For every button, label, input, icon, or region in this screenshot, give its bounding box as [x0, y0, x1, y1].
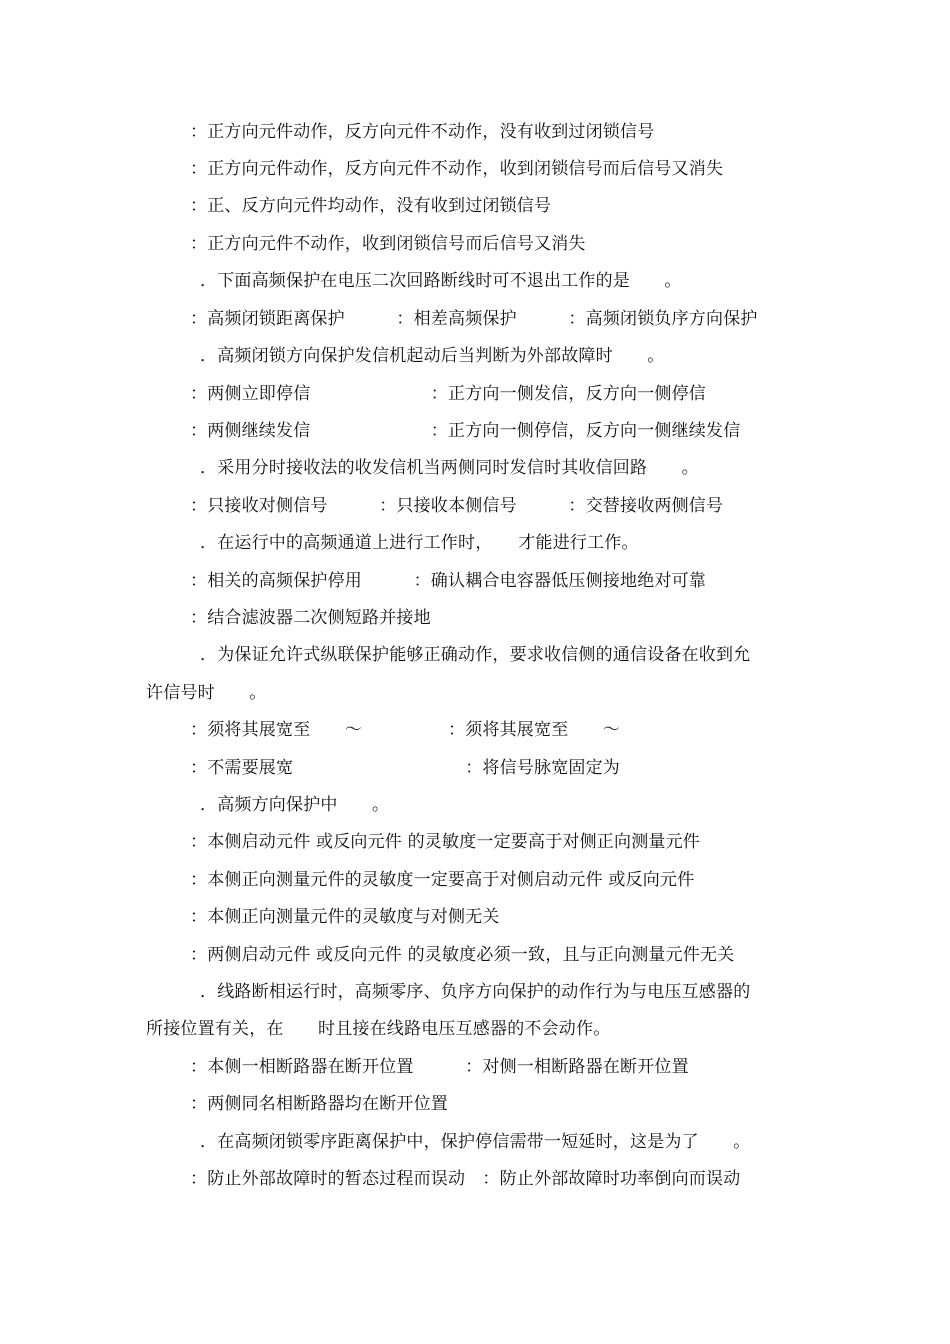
option-line: ：两侧继续发信 ：正方向一侧停信，反方向一侧继续发信: [190, 421, 741, 441]
option-line: ：正方向元件不动作，收到闭锁信号而后信号又消失: [190, 234, 586, 254]
option-line: ：结合滤波器二次侧短路并接地: [190, 608, 431, 628]
question-line: ．在高频闭锁零序距离保护中，保护停信需带一短延时，这是为了 。: [200, 1132, 751, 1152]
option-line: ：防止外部故障时的暂态过程而误动 ：防止外部故障时功率倒向而误动: [190, 1169, 741, 1189]
option-line: ：相关的高频保护停用 ：确认耦合电容器低压侧接地绝对可靠: [190, 571, 706, 591]
option-line: ：本侧正向测量元件的灵敏度与对侧无关: [190, 907, 500, 927]
question-line: ．高频闭锁方向保护发信机起动后当判断为外部故障时 。: [200, 346, 665, 366]
question-line: ．采用分时接收法的收发信机当两侧同时发信时其收信回路 。: [200, 458, 699, 478]
question-line: ．高频方向保护中 。: [200, 795, 390, 815]
option-line: ：两侧同名相断路器均在断开位置: [190, 1094, 448, 1114]
option-line: ：本侧正向测量元件的灵敏度一定要高于对侧启动元件 或反向元件: [190, 870, 695, 890]
question-line-continued: 许信号时 。: [146, 683, 267, 703]
option-line: ：本侧启动元件 或反向元件 的灵敏度一定要高于对侧正向测量元件: [190, 832, 701, 852]
option-line: ：不需要展宽 ：将信号脉宽固定为: [190, 758, 620, 778]
question-line: ．在运行中的高频通道上进行工作时， 才能进行工作。: [200, 533, 639, 553]
option-line: ：正方向元件动作，反方向元件不动作，没有收到过闭锁信号: [190, 122, 655, 142]
question-line: ．下面高频保护在电压二次回路断线时可不退出工作的是 。: [200, 271, 682, 291]
option-line: ：两侧启动元件 或反向元件 的灵敏度必须一致，且与正向测量元件无关: [190, 945, 735, 965]
option-line: ：正、反方向元件均动作，没有收到过闭锁信号: [190, 196, 552, 216]
option-line: ：本侧一相断路器在断开位置 ：对侧一相断路器在断开位置: [190, 1057, 689, 1077]
question-line: ．线路断相运行时，高频零序、负序方向保护的动作行为与电压互感器的: [200, 982, 751, 1002]
question-line: ．为保证允许式纵联保护能够正确动作，要求收信侧的通信设备在收到允: [200, 645, 751, 665]
option-line: ：只接收对侧信号 ：只接收本侧信号 ：交替接收两侧信号: [190, 496, 724, 516]
option-line: ：高频闭锁距离保护 ：相差高频保护 ：高频闭锁负序方向保护: [190, 309, 758, 329]
option-line: ：须将其展宽至 ～ ：须将其展宽至 ～: [190, 720, 620, 740]
question-line-continued: 所接位置有关，在 时且接在线路电压互感器的不会动作。: [146, 1019, 611, 1039]
option-line: ：正方向元件动作，反方向元件不动作，收到闭锁信号而后信号又消失: [190, 159, 724, 179]
option-line: ：两侧立即停信 ：正方向一侧发信，反方向一侧停信: [190, 384, 706, 404]
